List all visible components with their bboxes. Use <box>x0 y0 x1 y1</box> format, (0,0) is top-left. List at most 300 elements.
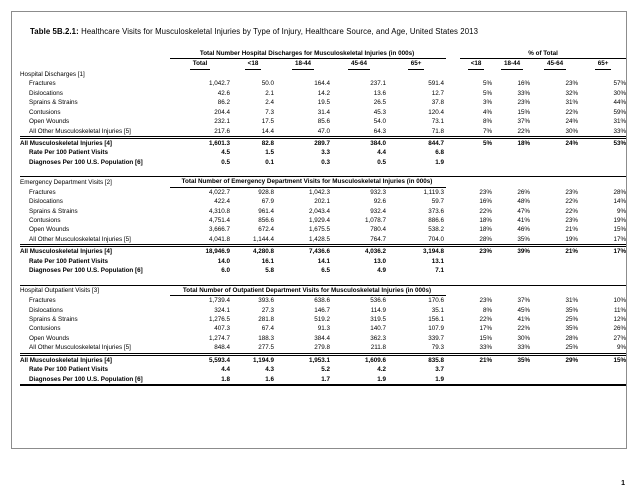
value-cell: 928.8 <box>258 188 274 196</box>
value-cell: 4.9 <box>377 267 386 275</box>
pct-cell: 24% <box>532 137 580 148</box>
value-cell: 204.4 <box>214 108 230 116</box>
pct-cell: 32% <box>565 89 579 97</box>
column-header-label: 18-44 <box>292 59 314 69</box>
section-label: Emergency Department Visits [2] <box>20 178 112 186</box>
value-cell: 6.8 <box>435 149 445 157</box>
gap-cell <box>446 207 460 216</box>
pct-cell <box>532 158 580 167</box>
row-label: Contusions <box>29 108 61 116</box>
pct-cell: 23% <box>565 188 579 196</box>
pct-cell: 16% <box>479 198 493 206</box>
value-cell: 47.0 <box>317 127 330 135</box>
pct-cell <box>532 365 580 374</box>
value-cell: 384.0 <box>332 137 388 148</box>
gap-cell <box>446 117 460 126</box>
pct-cell <box>494 375 532 385</box>
pct-cell <box>494 158 532 167</box>
pct-cell: 21% <box>532 246 580 257</box>
value-cell: 7,436.6 <box>276 246 332 257</box>
pct-cell: 23% <box>517 99 531 107</box>
pct-cell <box>532 375 580 385</box>
value-cell: 7.3 <box>265 108 274 116</box>
pct-cell: 3% <box>482 99 493 107</box>
pct-cell: 22% <box>565 207 579 215</box>
value-cell: 59.7 <box>431 198 445 206</box>
pct-cell: 35% <box>494 354 532 365</box>
data-row <box>20 207 627 216</box>
value-cell: 289.7 <box>276 137 332 148</box>
value-cell: 848.4 <box>214 344 230 352</box>
pct-cell: 48% <box>517 198 531 206</box>
value-cell: 7.1 <box>435 267 445 275</box>
pct-cell: 19% <box>613 217 627 224</box>
data-row <box>20 98 627 107</box>
pct-cell: 23% <box>479 297 493 305</box>
column-header-label: <18 <box>245 59 262 69</box>
value-cell: 31.4 <box>317 108 330 116</box>
row-label: Rate Per 100 Patient Visits <box>29 257 108 265</box>
row-label: Dislocations <box>29 89 63 97</box>
pct-cell: 37% <box>517 118 531 126</box>
pct-cell: 33% <box>613 127 627 135</box>
value-cell: 0.5 <box>221 158 230 166</box>
row-label: Fractures <box>29 80 56 88</box>
value-cell: 82.8 <box>232 137 276 148</box>
pct-cell <box>460 375 494 385</box>
pct-cell: 59% <box>613 108 627 116</box>
column-header-label: Total <box>190 59 211 69</box>
data-row <box>20 79 627 88</box>
value-cell: 373.6 <box>428 207 445 215</box>
pct-cell: 21% <box>460 354 494 365</box>
table-title-text: Healthcare Visits for Musculoskeletal Injuries by Type of Injury, Healthcare Source, and Age, United States 2013 <box>78 27 479 36</box>
pct-cell: 30% <box>517 334 531 342</box>
value-cell: 16.1 <box>261 257 274 265</box>
gap-cell <box>446 108 460 117</box>
pct-column-header-label: 45-64 <box>544 59 566 69</box>
value-cell: 1,929.4 <box>308 217 330 224</box>
gap-cell <box>446 375 460 385</box>
pct-cell: 11% <box>613 306 627 314</box>
value-cell: 3.7 <box>435 366 445 374</box>
pct-cell: 35% <box>565 306 579 314</box>
pct-cell <box>580 375 627 385</box>
value-cell: 279.8 <box>314 344 330 352</box>
pct-cell <box>460 266 494 275</box>
row-label: Sprains & Strains <box>29 99 78 107</box>
row-label: Sprains & Strains <box>29 207 78 215</box>
value-cell: 764.7 <box>370 235 386 243</box>
section-label: Hospital Outpatient Visits [3] <box>20 287 99 295</box>
pct-cell: 15% <box>613 226 627 234</box>
corner-cell <box>20 49 170 59</box>
pct-cell: 23% <box>479 188 493 196</box>
value-cell: 12.7 <box>431 89 445 97</box>
value-cell: 42.6 <box>217 89 230 97</box>
pct-cell: 18% <box>479 217 493 224</box>
value-cell: 591.4 <box>428 80 445 88</box>
value-cell: 1.9 <box>388 375 446 385</box>
value-cell: 277.5 <box>258 344 274 352</box>
pct-cell: 26% <box>517 188 531 196</box>
pct-cell: 22% <box>479 315 493 323</box>
row-label: All Other Musculoskeletal Injuries [5] <box>29 235 131 243</box>
data-row <box>20 187 627 197</box>
pct-cell: 28% <box>479 235 493 243</box>
pct-cell: 25% <box>565 344 579 352</box>
value-cell: 4,751.4 <box>208 217 230 224</box>
pct-cell: 15% <box>479 334 493 342</box>
gap-cell <box>446 137 460 148</box>
pct-cell: 35% <box>565 325 579 333</box>
row-label: Contusions <box>29 325 61 333</box>
value-cell: 1,739.4 <box>208 297 230 305</box>
pct-cell: 39% <box>494 246 532 257</box>
pct-cell: 22% <box>479 207 493 215</box>
pct-cell <box>494 365 532 374</box>
table-number: Table 5B.2.1: <box>30 27 79 36</box>
value-cell: 91.3 <box>317 325 330 333</box>
value-cell: 156.1 <box>428 315 445 323</box>
column-header-label: 65+ <box>408 59 425 69</box>
gap-cell <box>446 343 460 354</box>
value-cell: 217.6 <box>214 127 230 135</box>
pct-cell: 33% <box>479 344 493 352</box>
corner-cell <box>20 59 170 70</box>
value-cell: 5.8 <box>265 267 274 275</box>
pct-cell: 41% <box>517 315 531 323</box>
section-table <box>20 49 627 167</box>
value-cell: 780.4 <box>370 226 386 234</box>
value-cell: 26.5 <box>373 99 386 107</box>
column-header <box>170 59 232 70</box>
value-cell: 339.7 <box>428 334 445 342</box>
value-cell: 1.8 <box>170 375 232 385</box>
rate-row <box>20 257 627 266</box>
pct-cell: 19% <box>565 235 579 243</box>
pct-cell: 57% <box>613 80 627 88</box>
pct-cell: 9% <box>616 207 627 215</box>
diagnoses-row <box>20 266 627 275</box>
value-cell: 1,042.3 <box>308 188 330 196</box>
pct-cell: 22% <box>565 108 579 116</box>
gap-cell <box>446 315 460 324</box>
pct-cell: 10% <box>613 297 627 305</box>
pct-cell: 17% <box>479 325 493 333</box>
pct-cell <box>532 266 580 275</box>
data-row <box>20 296 627 306</box>
pct-cell: 15% <box>580 354 627 365</box>
value-cell: 538.2 <box>428 226 445 234</box>
value-cell: 1,042.7 <box>208 80 230 88</box>
value-cell: 211.8 <box>370 344 386 352</box>
value-cell: 0.1 <box>265 158 274 166</box>
value-cell: 5.2 <box>321 366 330 374</box>
row-label: Dislocations <box>29 306 63 314</box>
value-cell: 362.3 <box>370 334 386 342</box>
data-row <box>20 343 627 354</box>
value-cell: 1,428.5 <box>308 235 330 243</box>
value-cell: 85.6 <box>317 118 330 126</box>
section-table <box>20 176 627 275</box>
value-cell: 1,953.1 <box>276 354 332 365</box>
column-header <box>232 59 276 70</box>
pct-cell: 22% <box>517 325 531 333</box>
report-page <box>11 11 627 449</box>
value-cell: 19.5 <box>317 99 330 107</box>
value-cell: 0.5 <box>377 158 386 166</box>
value-cell: 393.6 <box>258 297 274 305</box>
gap-cell <box>446 324 460 333</box>
pct-cell: 12% <box>613 315 627 323</box>
gap-cell <box>446 266 460 275</box>
gap-cell <box>446 98 460 107</box>
gap-cell <box>446 235 460 246</box>
pct-group-header: % of Total <box>460 49 627 59</box>
value-cell: 961.4 <box>258 207 274 215</box>
value-cell: 384.4 <box>314 334 330 342</box>
pct-cell: 8% <box>482 118 493 126</box>
value-cell: 1,078.7 <box>364 217 386 224</box>
data-row <box>20 108 627 117</box>
column-header <box>388 59 446 70</box>
value-cell: 18,946.9 <box>170 246 232 257</box>
gap-cell <box>446 187 460 197</box>
column-header <box>276 59 332 70</box>
value-cell: 1,609.6 <box>332 354 388 365</box>
data-row <box>20 225 627 234</box>
pct-cell: 35% <box>517 235 531 243</box>
value-cell: 170.6 <box>428 297 445 305</box>
page-title <box>30 27 618 36</box>
row-label: All Musculoskeletal Injuries [4] <box>20 354 170 365</box>
pct-cell: 23% <box>460 246 494 257</box>
value-cell: 4,041.8 <box>208 235 230 243</box>
pct-cell: 22% <box>517 127 531 135</box>
value-cell: 114.9 <box>370 306 386 314</box>
pct-cell: 45% <box>517 306 531 314</box>
row-label: All Musculoskeletal Injuries [4] <box>20 137 170 148</box>
pct-cell <box>460 365 494 374</box>
gap-cell <box>446 334 460 343</box>
value-cell: 422.4 <box>214 198 230 206</box>
pct-cell: 47% <box>517 207 531 215</box>
value-cell: 324.1 <box>214 306 230 314</box>
value-cell: 14.0 <box>217 257 230 265</box>
pct-cell: 26% <box>613 325 627 333</box>
gap-cell <box>446 59 460 70</box>
row-label: All Musculoskeletal Injuries [4] <box>20 246 170 257</box>
column-header <box>332 59 388 70</box>
summary-row <box>20 354 627 365</box>
value-cell: 0.3 <box>321 158 330 166</box>
value-cell: 4.2 <box>377 366 386 374</box>
value-cell: 37.8 <box>431 99 445 107</box>
value-cell: 407.3 <box>214 325 230 333</box>
pct-column-header-label: 18-44 <box>501 59 523 69</box>
row-label: Open Wounds <box>29 226 70 234</box>
gap-cell <box>446 89 460 98</box>
data-row <box>20 235 627 246</box>
value-cell: 14.4 <box>261 127 274 135</box>
value-cell: 107.9 <box>428 325 445 333</box>
gap-cell <box>446 49 460 59</box>
value-cell: 54.0 <box>373 118 386 126</box>
gap-cell <box>446 216 460 225</box>
row-label: Diagnoses Per 100 U.S. Population [6] <box>29 158 143 166</box>
gap-cell <box>446 306 460 315</box>
pct-cell: 44% <box>613 99 627 107</box>
pct-column-header <box>494 59 532 70</box>
value-cell: 3,194.8 <box>388 246 446 257</box>
value-cell: 2,043.4 <box>308 207 330 215</box>
value-cell: 1.7 <box>276 375 332 385</box>
value-cell: 4,036.2 <box>332 246 388 257</box>
value-cell: 13.1 <box>431 257 445 265</box>
data-row <box>20 306 627 315</box>
pct-cell <box>580 257 627 266</box>
row-label: Contusions <box>29 217 61 224</box>
pct-cell <box>532 148 580 157</box>
diagnoses-row <box>20 375 627 385</box>
rate-row <box>20 365 627 374</box>
value-cell: 92.6 <box>373 198 386 206</box>
gap-cell <box>446 177 627 187</box>
value-cell: 1,194.9 <box>232 354 276 365</box>
section-label: Hospital Discharges [1] <box>20 70 85 78</box>
value-cell: 638.6 <box>314 297 330 305</box>
pct-cell: 14% <box>613 198 627 206</box>
value-cell: 886.6 <box>428 217 445 224</box>
value-cell: 672.4 <box>258 226 274 234</box>
value-cell: 67.4 <box>261 325 274 333</box>
gap-cell <box>446 285 627 295</box>
pct-cell: 9% <box>616 344 627 352</box>
gap-cell <box>446 296 460 306</box>
value-cell: 17.5 <box>261 118 274 126</box>
value-cell: 519.2 <box>314 315 330 323</box>
value-cell: 536.6 <box>370 297 386 305</box>
summary-row <box>20 246 627 257</box>
pct-cell: 27% <box>613 334 627 342</box>
pct-cell: 15% <box>517 108 531 116</box>
value-cell: 704.0 <box>428 235 445 243</box>
pct-column-header <box>580 59 627 70</box>
pct-cell: 7% <box>482 127 493 135</box>
value-cell: 856.6 <box>258 217 274 224</box>
pct-cell <box>494 148 532 157</box>
value-cell: 4,280.8 <box>232 246 276 257</box>
row-label: Dislocations <box>29 198 63 206</box>
gap-cell <box>446 365 460 374</box>
value-cell: 4.3 <box>265 366 274 374</box>
row-label: Rate Per 100 Patient Visits <box>29 366 108 374</box>
pct-cell: 23% <box>565 217 579 224</box>
value-cell: 6.0 <box>221 267 230 275</box>
pct-cell <box>460 158 494 167</box>
pct-cell: 24% <box>565 118 579 126</box>
value-cell: 1.9 <box>332 375 388 385</box>
value-cell: 14.2 <box>317 89 330 97</box>
pct-cell: 29% <box>532 354 580 365</box>
value-cell: 45.3 <box>373 108 386 116</box>
value-cell: 3,666.7 <box>208 226 230 234</box>
gap-cell <box>446 225 460 234</box>
pct-cell: 4% <box>482 108 493 116</box>
value-cell: 1.6 <box>232 375 276 385</box>
pct-cell <box>532 257 580 266</box>
row-label: Sprains & Strains <box>29 315 78 323</box>
value-cell: 1,144.4 <box>252 235 274 243</box>
value-cell: 932.4 <box>370 207 386 215</box>
pct-cell: 16% <box>517 80 531 88</box>
pct-cell <box>580 365 627 374</box>
data-row <box>20 216 627 225</box>
value-cell: 146.7 <box>314 306 330 314</box>
value-cell: 50.0 <box>261 80 274 88</box>
pct-cell: 46% <box>517 226 531 234</box>
pct-cell <box>494 266 532 275</box>
value-cell: 27.3 <box>261 306 274 314</box>
value-cell: 86.2 <box>217 99 230 107</box>
value-cell: 1,601.3 <box>170 137 232 148</box>
value-cell: 4.5 <box>221 149 230 157</box>
pct-cell: 22% <box>565 198 579 206</box>
gap-cell <box>446 354 460 365</box>
value-cell: 120.4 <box>428 108 445 116</box>
pct-column-header <box>460 59 494 70</box>
data-row <box>20 334 627 343</box>
value-cell: 932.3 <box>370 188 386 196</box>
value-cell: 13.0 <box>373 257 386 265</box>
count-group-header: Total Number of Outpatient Department Visits for Musculoskeletal Injuries (in 000s) <box>170 285 446 295</box>
row-label: Diagnoses Per 100 U.S. Population [6] <box>29 267 143 275</box>
value-cell: 1,119.3 <box>423 188 445 196</box>
gap-cell <box>446 79 460 88</box>
value-cell: 79.3 <box>431 344 445 352</box>
pct-cell <box>580 148 627 157</box>
pct-cell <box>580 266 627 275</box>
value-cell: 4.4 <box>221 366 230 374</box>
pct-cell: 37% <box>517 297 531 305</box>
pct-cell: 21% <box>565 226 579 234</box>
pct-cell: 31% <box>565 297 579 305</box>
pct-cell: 17% <box>580 246 627 257</box>
count-group-header: Total Number Hospital Discharges for Musculoskeletal Injuries (in 000s) <box>170 49 446 59</box>
value-cell: 237.1 <box>370 80 386 88</box>
row-label: Open Wounds <box>29 334 70 342</box>
value-cell: 1,274.7 <box>208 334 230 342</box>
pct-cell: 28% <box>613 188 627 196</box>
pct-cell: 23% <box>565 80 579 88</box>
value-cell: 164.4 <box>314 80 330 88</box>
value-cell: 4,310.8 <box>208 207 230 215</box>
pct-cell: 31% <box>565 99 579 107</box>
value-cell: 67.9 <box>261 198 274 206</box>
row-label: Fractures <box>29 188 56 196</box>
value-cell: 202.1 <box>314 198 330 206</box>
value-cell: 1.9 <box>435 158 445 166</box>
pct-cell <box>494 257 532 266</box>
value-cell: 73.1 <box>431 118 445 126</box>
pct-cell <box>460 148 494 157</box>
gap-cell <box>446 246 460 257</box>
gap-cell <box>446 127 460 138</box>
pct-cell: 41% <box>517 217 531 224</box>
value-cell: 1.5 <box>265 149 274 157</box>
gap-cell <box>446 148 460 157</box>
